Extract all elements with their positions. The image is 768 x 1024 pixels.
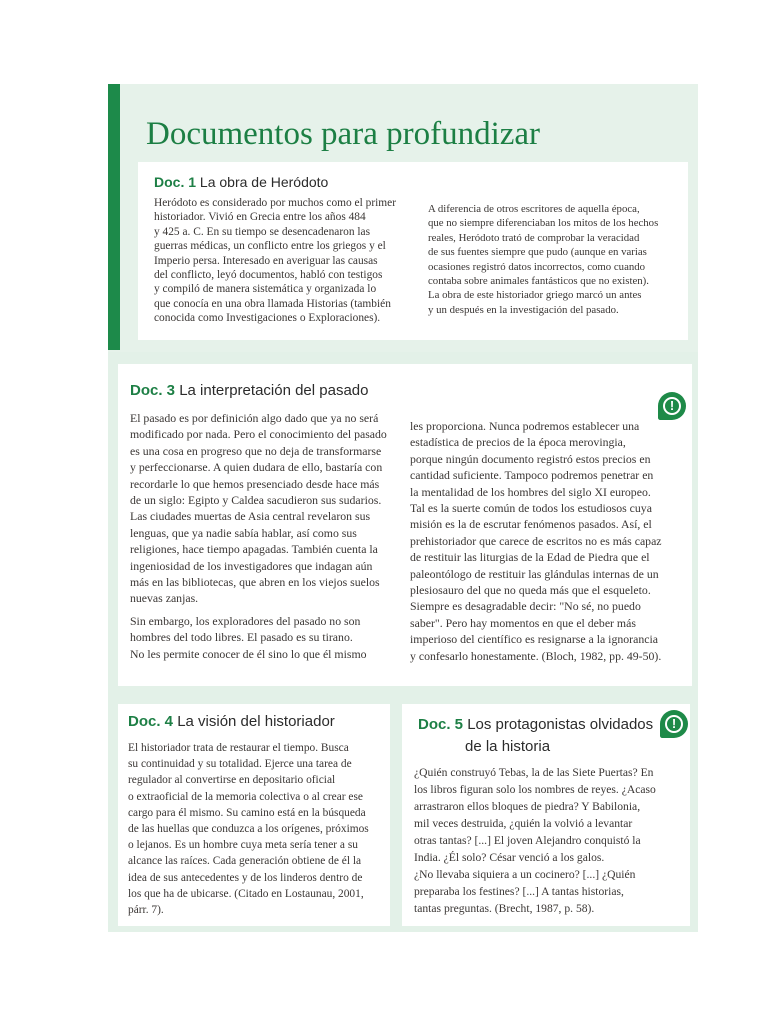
text-line: No les permite conocer de él sino lo que él mismo xyxy=(130,646,367,661)
text-line: y un después en la investigación del pasado. xyxy=(428,303,619,316)
doc5-number: Doc. 5 xyxy=(418,716,464,733)
text-line: historiador. Vivió en Grecia entre los años 484 xyxy=(154,211,366,224)
doc3-title: La interpretación del pasado xyxy=(179,382,369,399)
text-line: y 425 a. C. En su tiempo se desencadenaron las xyxy=(154,225,371,238)
text-line: idea de sus antecedentes y de los linderos dentro de xyxy=(128,871,363,884)
text-line: los que ha de ubicarse. (Citado en Lostaunau, 2001, xyxy=(128,887,364,900)
text-line: Imperio persa. Interesado en averiguar las causas xyxy=(154,254,378,267)
text-line: su continuidad y su totalidad. Ejerce una tarea de xyxy=(128,758,352,771)
text-line: tantas preguntas. (Brecht, 1987, p. 58). xyxy=(414,902,595,915)
text-line: cargo para él mismo. Su camino está en la búsqueda xyxy=(128,806,366,819)
text-line: que conocía en una obra llamada Historias (también xyxy=(154,297,391,310)
text-line: modificado por nada. Pero el conocimiento del pasado xyxy=(130,427,387,442)
text-line: porque ningún documento registró estos precios en xyxy=(410,451,651,466)
doc3-column-left xyxy=(130,410,402,662)
text-line: arrastraron ellos bloques de piedra? Y Babilonia, xyxy=(414,800,641,813)
text-line: hombres del todo libres. El pasado es su tirano. xyxy=(130,630,353,645)
doc1-number: Doc. 1 xyxy=(154,174,197,190)
text-line: o extraoficial de la memoria colectiva o al crear ese xyxy=(128,790,363,803)
text-line: y perfeccionarse. A quien dudara de ello, bastaría con xyxy=(130,460,383,475)
text-line: Las ciudades muertas de Asia central revelaron sus xyxy=(130,509,371,524)
text-line: plesiosauro del que no queda más que el esqueleto. xyxy=(410,583,651,598)
text-line: reales, Heródoto trató de comprobar la veracidad xyxy=(428,231,640,244)
text-line: ¿No llevaba siquiera a un cocinero? [...] ¿Quién xyxy=(414,868,636,881)
text-line: ocasiones registró datos incorrectos, como cuando xyxy=(428,260,646,273)
doc4-number: Doc. 4 xyxy=(128,713,174,730)
text-line: prehistoriador que carece de escritos no es más capaz xyxy=(410,533,662,548)
text-line: lenguas, que ya nadie sabía hablar, así como sus xyxy=(130,525,357,540)
text-line: que no siempre diferenciaban los mitos de los hechos xyxy=(428,217,659,230)
text-line: del conflicto, leyó documentos, habló con testigos xyxy=(154,269,383,282)
text-line: párr. 7). xyxy=(128,904,164,917)
text-line: El pasado es por definición algo dado que ya no será xyxy=(130,411,379,425)
text-line: misión es la de escrutar fenómenos pasados. Así, el xyxy=(410,517,652,532)
text-line: preparaba los festines? [...] A tantas historias, xyxy=(414,885,624,898)
text-line: y confesarlo honestamente. (Bloch, 1982, pp. 49-50). xyxy=(410,648,662,663)
text-line: paleontólogo de restituir las glándulas internas de un xyxy=(410,566,659,581)
doc1-column-left xyxy=(154,196,424,326)
doc3-number: Doc. 3 xyxy=(130,382,176,399)
text-line: guerras médicas, un conflicto entre los griegos y el xyxy=(154,240,386,253)
doc4-body xyxy=(128,740,386,918)
text-line: es una cosa en progreso que no deja de transformarse xyxy=(130,443,382,458)
text-line: recordarle lo que hemos presenciado desde hace más xyxy=(130,476,380,491)
text-line: ingeniosidad de los investigadores que indagan aún xyxy=(130,558,373,573)
text-line: alcance las raíces. Cada generación obtiene de él la xyxy=(128,855,362,868)
text-line: Siempre es desagradable decir: "No sé, no puedo xyxy=(410,599,641,614)
text-line: India. ¿Él solo? César venció a los galos. xyxy=(414,851,605,864)
text-line: nuevas zanjas. xyxy=(130,591,199,606)
text-line: regulador al convertirse en depositario oficial xyxy=(128,774,336,787)
text-line: A diferencia de otros escritores de aquella época, xyxy=(428,203,640,215)
text-line: conocida como Investigaciones o Exploraciones). xyxy=(154,312,381,325)
text-line: los libros figuran solo los nombres de reyes. ¿Acaso xyxy=(414,783,656,796)
doc5-title: Los protagonistas olvidados xyxy=(467,716,654,733)
text-line: estadística de precios de la época merovingia, xyxy=(410,435,626,450)
text-line: más en las bibliotecas, que abren en los viejos suelos xyxy=(130,575,380,590)
exclamation-badge-icon xyxy=(660,710,688,738)
text-line: La obra de este historiador griego marcó un antes xyxy=(428,289,642,302)
text-line: cantidad suficiente. Tampoco podremos penetrar en xyxy=(410,468,654,483)
text-line: Heródoto es considerado por muchos como el primer xyxy=(154,197,396,209)
doc1-heading xyxy=(154,174,328,190)
text-line: de un siglo: Egipto y Caldea sacudieron sus sudarios. xyxy=(130,493,382,508)
doc3-column-right xyxy=(410,418,682,664)
text-line: otras tantas? [...] El joven Alejandro conquistó la xyxy=(414,834,641,847)
text-line: Sin embargo, los exploradores del pasado no son xyxy=(130,613,361,628)
text-line: imperioso del científico es resignarse a la ignorancia xyxy=(410,632,658,647)
text-line: Tal es la suerte común de todos los estudiosos cuya xyxy=(410,501,652,516)
doc5-title-continued: de la historia xyxy=(465,738,551,755)
text-line: o lejanos. Es un hombre cuya meta sería tener a su xyxy=(128,839,358,852)
text-line: de sus fuentes siempre que pudo (aunque en varias xyxy=(428,246,647,259)
text-line: de restituir las liturgias de la Edad de Piedra que el xyxy=(410,550,650,565)
text-line: la mentalidad de los hombres del siglo XI europeo. xyxy=(410,484,651,499)
text-line: El historiador trata de restaurar el tiempo. Busca xyxy=(128,742,349,754)
text-line: saber". Pero hay momentos en que el deber más xyxy=(410,615,636,630)
doc4-title: La visión del historiador xyxy=(177,713,335,730)
green-accent-bar xyxy=(108,84,120,350)
doc5-heading xyxy=(418,716,653,733)
doc1-column-right xyxy=(428,202,684,317)
text-line: y compiló de manera sistemática y organizada lo xyxy=(154,283,377,296)
text-line: de las huellas que conduzca a los orígenes, próximos xyxy=(128,823,369,836)
text-line: les proporciona. Nunca podremos establecer una xyxy=(410,419,640,433)
text-line: religiones, hace tiempo apagadas. También cuenta la xyxy=(130,542,378,557)
text-line: ¿Quién construyó Tebas, la de las Siete Puertas? En xyxy=(414,766,654,779)
doc3-heading xyxy=(130,382,369,399)
text-line: mil veces destruida, ¿quién la volvió a levantar xyxy=(414,817,633,830)
page-title: Documentos para profundizar xyxy=(146,116,541,152)
doc1-title: La obra de Heródoto xyxy=(199,174,329,190)
doc4-heading xyxy=(128,713,335,730)
text-line: contaba sobre animales fantásticos que no existen). xyxy=(428,275,649,288)
doc5-body xyxy=(414,764,686,917)
exclamation-badge-icon xyxy=(658,392,686,420)
